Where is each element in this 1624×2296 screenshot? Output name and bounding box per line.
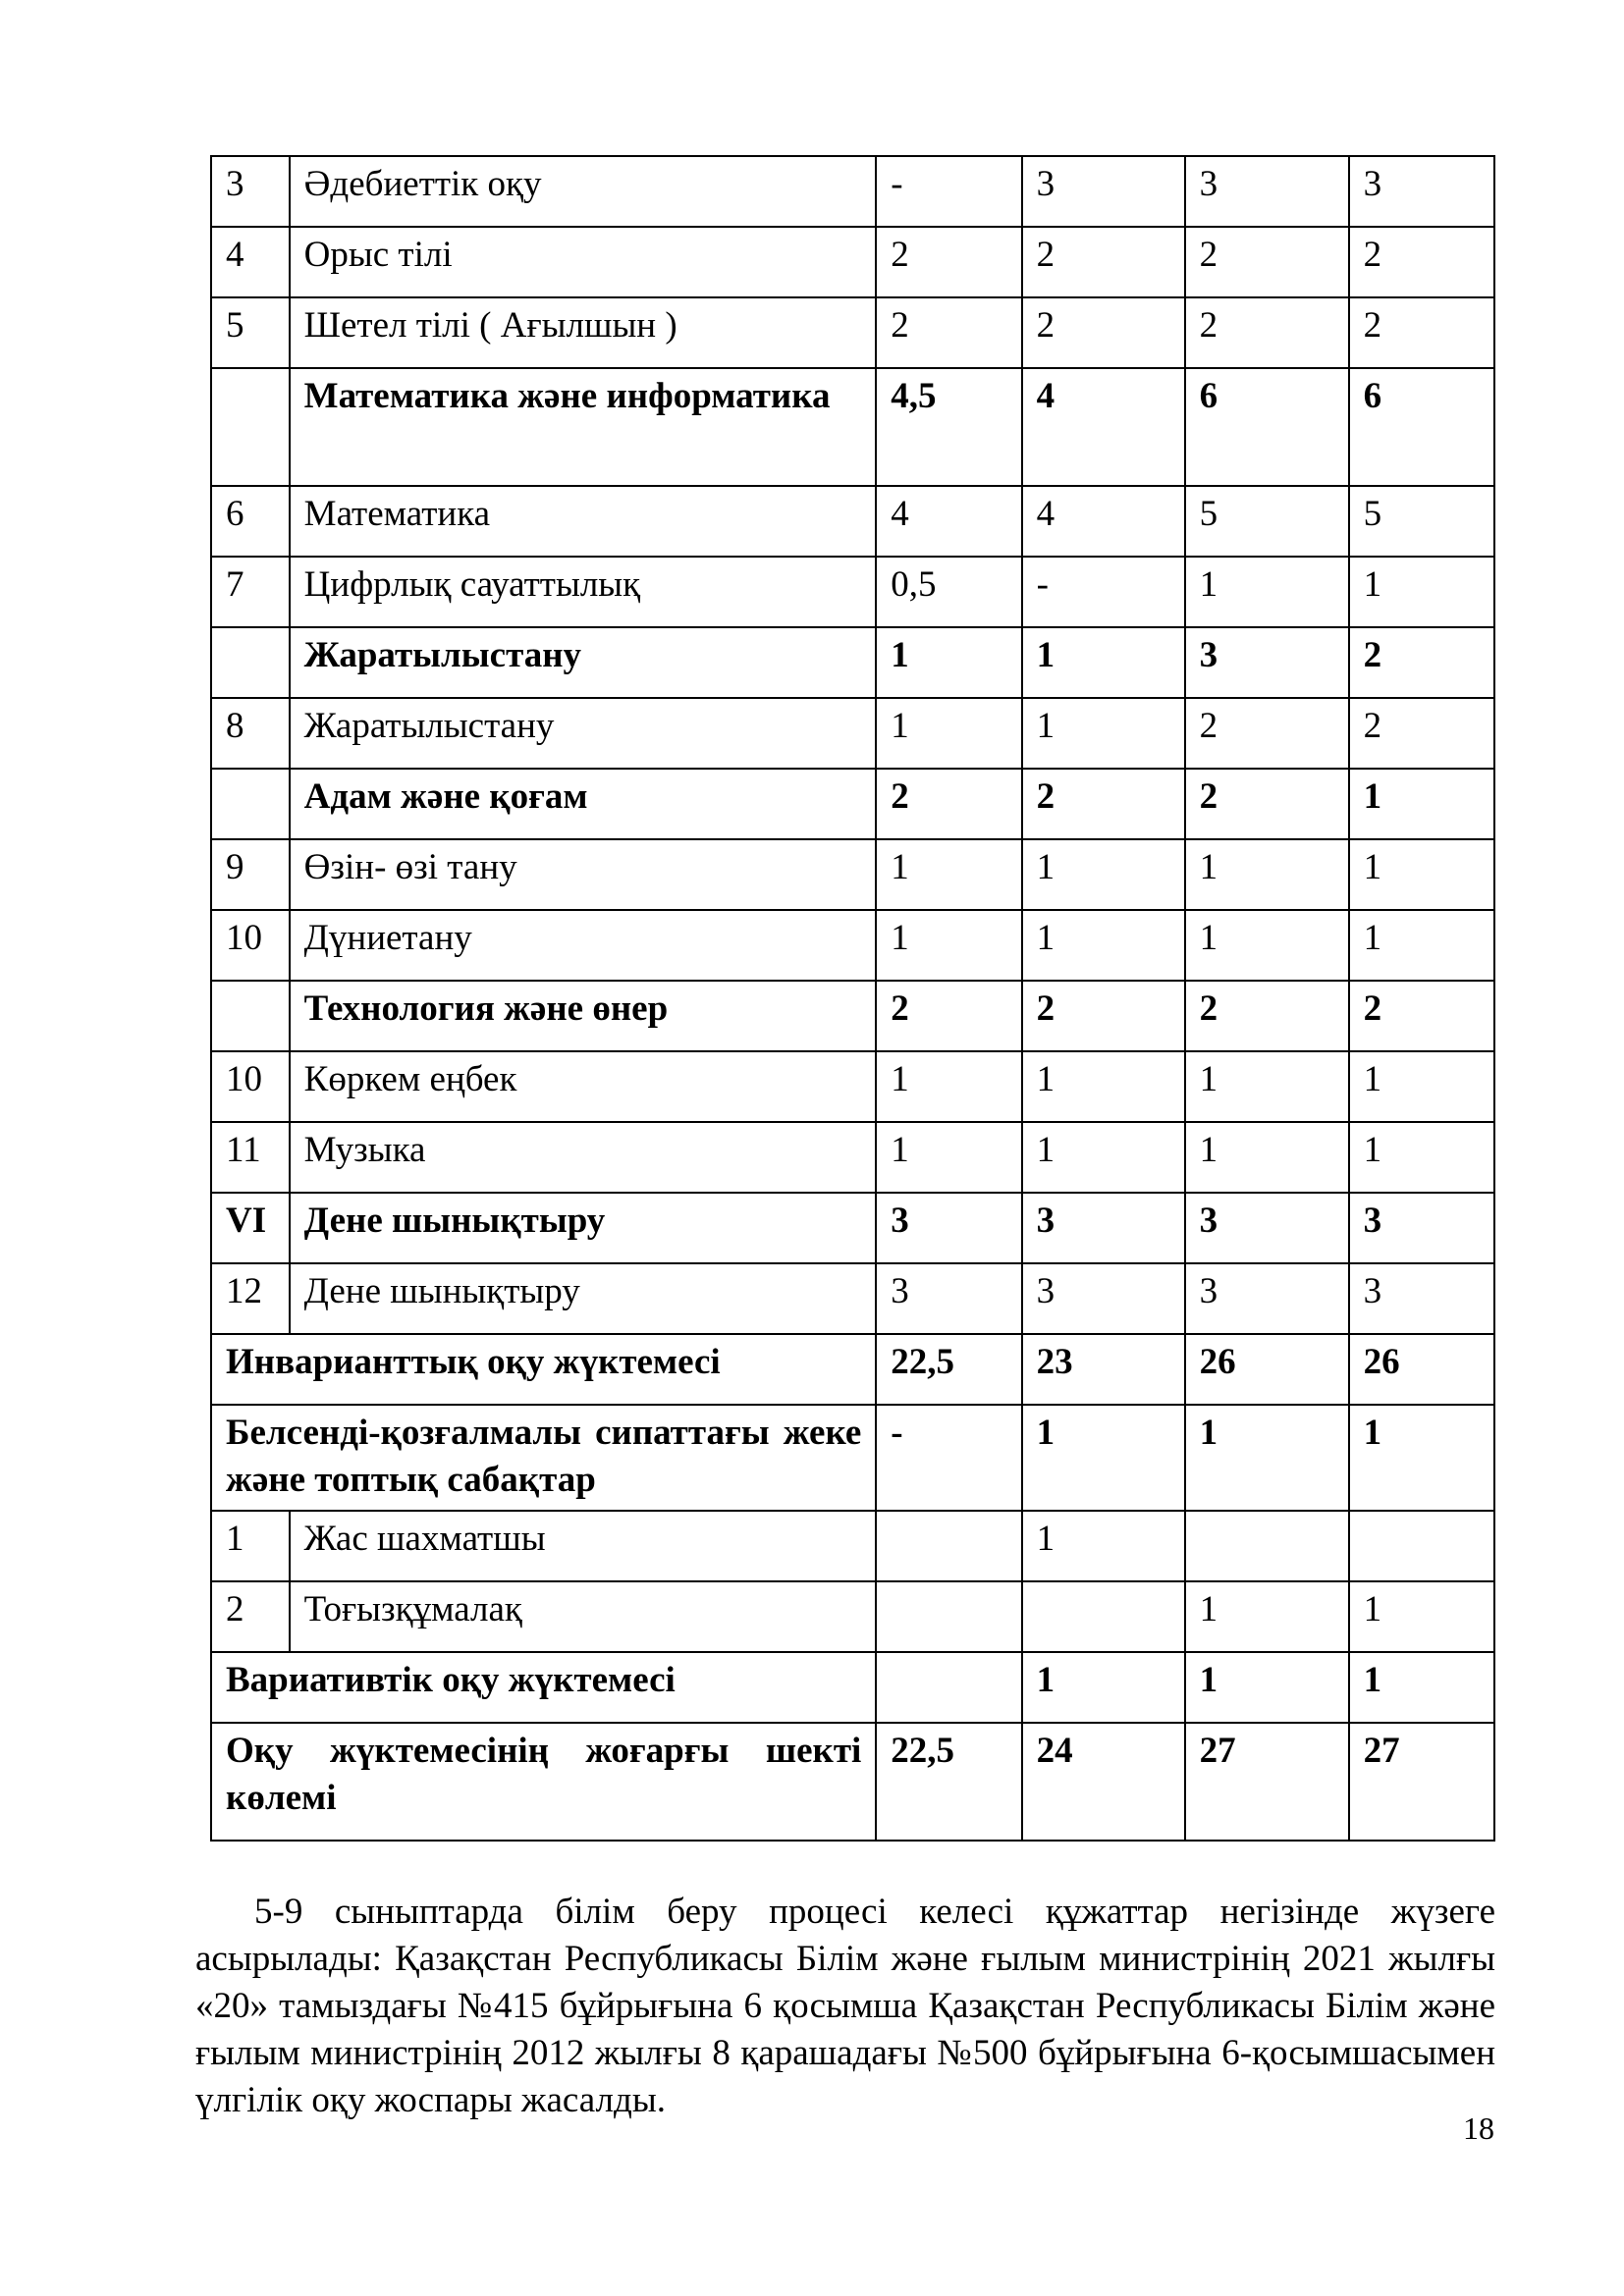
max-load-row xyxy=(211,1723,1494,1841)
hours-cell: 4,5 xyxy=(876,368,1021,486)
elective-row xyxy=(211,1511,1494,1581)
row-number: 10 xyxy=(211,1051,290,1122)
table-row xyxy=(211,557,1494,627)
row-number: 12 xyxy=(211,1263,290,1334)
elective-name: Тоғызқұмалақ xyxy=(290,1581,877,1652)
subject-group-name: Дене шынықтыру xyxy=(290,1193,877,1263)
hours-cell: 3 xyxy=(876,1263,1021,1334)
hours-cell: 2 xyxy=(1349,227,1494,297)
hours-cell: 1 xyxy=(1022,698,1185,769)
hours-cell: 2 xyxy=(1022,769,1185,839)
hours-cell: 1 xyxy=(1185,1051,1349,1122)
table-row xyxy=(211,839,1494,910)
subject-group-name: Адам және қоғам xyxy=(290,769,877,839)
subject-name: Цифрлық сауаттылық xyxy=(290,557,877,627)
hours-cell: 1 xyxy=(1349,557,1494,627)
hours-cell: 3 xyxy=(1022,1263,1185,1334)
active-lessons-label: Белсенді-қозғалмалы сипаттағы жеке және топтық сабақтар xyxy=(211,1405,876,1511)
hours-cell xyxy=(1022,1581,1185,1652)
subject-group-name: Математика және информатика xyxy=(290,368,877,486)
hours-cell: 2 xyxy=(1022,227,1185,297)
curriculum-table xyxy=(210,155,1495,1842)
table-row xyxy=(211,1122,1494,1193)
hours-cell: 4 xyxy=(1022,368,1185,486)
hours-cell xyxy=(1349,1511,1494,1581)
table-row-group-header xyxy=(211,981,1494,1051)
hours-cell: 27 xyxy=(1185,1723,1349,1841)
hours-cell: 1 xyxy=(1185,1652,1349,1723)
hours-cell: 3 xyxy=(1022,1193,1185,1263)
hours-cell: 5 xyxy=(1185,486,1349,557)
hours-cell: 3 xyxy=(1349,156,1494,227)
hours-cell: 2 xyxy=(876,227,1021,297)
row-number xyxy=(211,769,290,839)
elective-name: Жас шахматшы xyxy=(290,1511,877,1581)
variative-load-row xyxy=(211,1652,1494,1723)
hours-cell: 24 xyxy=(1022,1723,1185,1841)
hours-cell: 1 xyxy=(1349,1652,1494,1723)
hours-cell: 3 xyxy=(1185,156,1349,227)
row-number: 4 xyxy=(211,227,290,297)
hours-cell: 26 xyxy=(1349,1334,1494,1405)
subject-name: Дене шынықтыру xyxy=(290,1263,877,1334)
hours-cell: 1 xyxy=(1349,1051,1494,1122)
body-paragraph: 5-9 сыныптарда білім беру процесі келесі құжаттар негізінде жүзеге асырылады: Қазақстан Республикасы Білім және ғылым министрінің 2021 жылғы «20» тамыздағы №415 бұйрығына 6 қосымша Қазақстан Республикасы Білім және ғылым министрінің 2012 жылғы 8 қарашадағы №500 бұйрығына 6-қосымшасымен үлгілік оқу жоспары жасалды. xyxy=(195,1892,1495,2120)
table-row xyxy=(211,486,1494,557)
hours-cell: 2 xyxy=(1349,698,1494,769)
hours-cell: 3 xyxy=(1185,627,1349,698)
hours-cell: 1 xyxy=(876,1122,1021,1193)
hours-cell: 1 xyxy=(876,910,1021,981)
hours-cell: 22,5 xyxy=(876,1723,1021,1841)
hours-cell: 2 xyxy=(1185,227,1349,297)
hours-cell xyxy=(1185,1511,1349,1581)
row-number xyxy=(211,627,290,698)
hours-cell: 2 xyxy=(1022,297,1185,368)
subject-name: Орыс тілі xyxy=(290,227,877,297)
subject-name: Жаратылыстану xyxy=(290,698,877,769)
hours-cell: 6 xyxy=(1349,368,1494,486)
subject-name: Көркем еңбек xyxy=(290,1051,877,1122)
hours-cell: 4 xyxy=(876,486,1021,557)
hours-cell: 26 xyxy=(1185,1334,1349,1405)
hours-cell: 1 xyxy=(1185,839,1349,910)
hours-cell: 1 xyxy=(1185,1405,1349,1511)
hours-cell: 5 xyxy=(1349,486,1494,557)
hours-cell: 27 xyxy=(1349,1723,1494,1841)
subject-name: Шетел тілі ( Ағылшын ) xyxy=(290,297,877,368)
row-number: VI xyxy=(211,1193,290,1263)
invariant-load-label: Инварианттық оқу жүктемесі xyxy=(211,1334,876,1405)
table-row-group-header xyxy=(211,627,1494,698)
row-number: 10 xyxy=(211,910,290,981)
hours-cell: 1 xyxy=(1349,1122,1494,1193)
row-number: 8 xyxy=(211,698,290,769)
hours-cell: 3 xyxy=(1022,156,1185,227)
hours-cell: 1 xyxy=(1022,1051,1185,1122)
table-row-group-header xyxy=(211,1193,1494,1263)
hours-cell: 1 xyxy=(876,698,1021,769)
hours-cell: 0,5 xyxy=(876,557,1021,627)
hours-cell: 1 xyxy=(1022,910,1185,981)
hours-cell: 2 xyxy=(876,769,1021,839)
hours-cell: 22,5 xyxy=(876,1334,1021,1405)
hours-cell: 1 xyxy=(1349,1405,1494,1511)
subject-group-name: Технология және өнер xyxy=(290,981,877,1051)
hours-cell: - xyxy=(1022,557,1185,627)
max-load-label: Оқу жүктемесінің жоғарғы шекті көлемі xyxy=(211,1723,876,1841)
hours-cell: 2 xyxy=(876,297,1021,368)
hours-cell: 23 xyxy=(1022,1334,1185,1405)
hours-cell: 2 xyxy=(1185,698,1349,769)
hours-cell xyxy=(876,1511,1021,1581)
hours-cell: 1 xyxy=(1185,557,1349,627)
row-number: 11 xyxy=(211,1122,290,1193)
row-number: 5 xyxy=(211,297,290,368)
row-number xyxy=(211,981,290,1051)
subject-name: Математика xyxy=(290,486,877,557)
hours-cell: 3 xyxy=(1349,1193,1494,1263)
hours-cell: 1 xyxy=(1022,1405,1185,1511)
hours-cell: 1 xyxy=(1022,1511,1185,1581)
hours-cell: 2 xyxy=(1185,297,1349,368)
hours-cell: 1 xyxy=(1349,839,1494,910)
invariant-load-row xyxy=(211,1334,1494,1405)
hours-cell: 3 xyxy=(1185,1193,1349,1263)
hours-cell: 1 xyxy=(1185,1122,1349,1193)
table-row-group-header xyxy=(211,769,1494,839)
table-row xyxy=(211,1263,1494,1334)
hours-cell: 1 xyxy=(876,627,1021,698)
hours-cell: 1 xyxy=(1185,1581,1349,1652)
hours-cell: 3 xyxy=(876,1193,1021,1263)
hours-cell: 2 xyxy=(1349,981,1494,1051)
hours-cell xyxy=(876,1652,1021,1723)
hours-cell: 2 xyxy=(1185,981,1349,1051)
subject-name: Музыка xyxy=(290,1122,877,1193)
variative-load-label: Вариативтік оқу жүктемесі xyxy=(211,1652,876,1723)
table-row-group-header xyxy=(211,368,1494,486)
hours-cell: 3 xyxy=(1349,1263,1494,1334)
hours-cell: 1 xyxy=(1022,1122,1185,1193)
row-number: 2 xyxy=(211,1581,290,1652)
hours-cell: - xyxy=(876,1405,1021,1511)
hours-cell: 1 xyxy=(876,1051,1021,1122)
table-row xyxy=(211,297,1494,368)
hours-cell: 6 xyxy=(1185,368,1349,486)
hours-cell: 1 xyxy=(1349,769,1494,839)
subject-group-name: Жаратылыстану xyxy=(290,627,877,698)
hours-cell: 2 xyxy=(1185,769,1349,839)
hours-cell xyxy=(876,1581,1021,1652)
hours-cell: 1 xyxy=(1022,1652,1185,1723)
hours-cell: 1 xyxy=(1349,1581,1494,1652)
table-row xyxy=(211,1051,1494,1122)
subject-name: Дүниетану xyxy=(290,910,877,981)
hours-cell: 4 xyxy=(1022,486,1185,557)
subject-name: Өзін- өзі тану xyxy=(290,839,877,910)
hours-cell: 2 xyxy=(1349,627,1494,698)
active-lessons-row xyxy=(211,1405,1494,1511)
hours-cell: 1 xyxy=(1185,910,1349,981)
table-row xyxy=(211,227,1494,297)
hours-cell: 1 xyxy=(1349,910,1494,981)
table-row xyxy=(211,156,1494,227)
row-number: 9 xyxy=(211,839,290,910)
table-row xyxy=(211,910,1494,981)
hours-cell: 2 xyxy=(1349,297,1494,368)
hours-cell: 3 xyxy=(1185,1263,1349,1334)
hours-cell: - xyxy=(876,156,1021,227)
table-row xyxy=(211,698,1494,769)
hours-cell: 1 xyxy=(876,839,1021,910)
row-number: 7 xyxy=(211,557,290,627)
hours-cell: 2 xyxy=(876,981,1021,1051)
hours-cell: 1 xyxy=(1022,839,1185,910)
elective-row xyxy=(211,1581,1494,1652)
hours-cell: 1 xyxy=(1022,627,1185,698)
row-number: 6 xyxy=(211,486,290,557)
row-number: 1 xyxy=(211,1511,290,1581)
row-number: 3 xyxy=(211,156,290,227)
subject-name: Әдебиеттік оқу xyxy=(290,156,877,227)
hours-cell: 2 xyxy=(1022,981,1185,1051)
page-number: 18 xyxy=(1463,2110,1494,2146)
row-number xyxy=(211,368,290,486)
